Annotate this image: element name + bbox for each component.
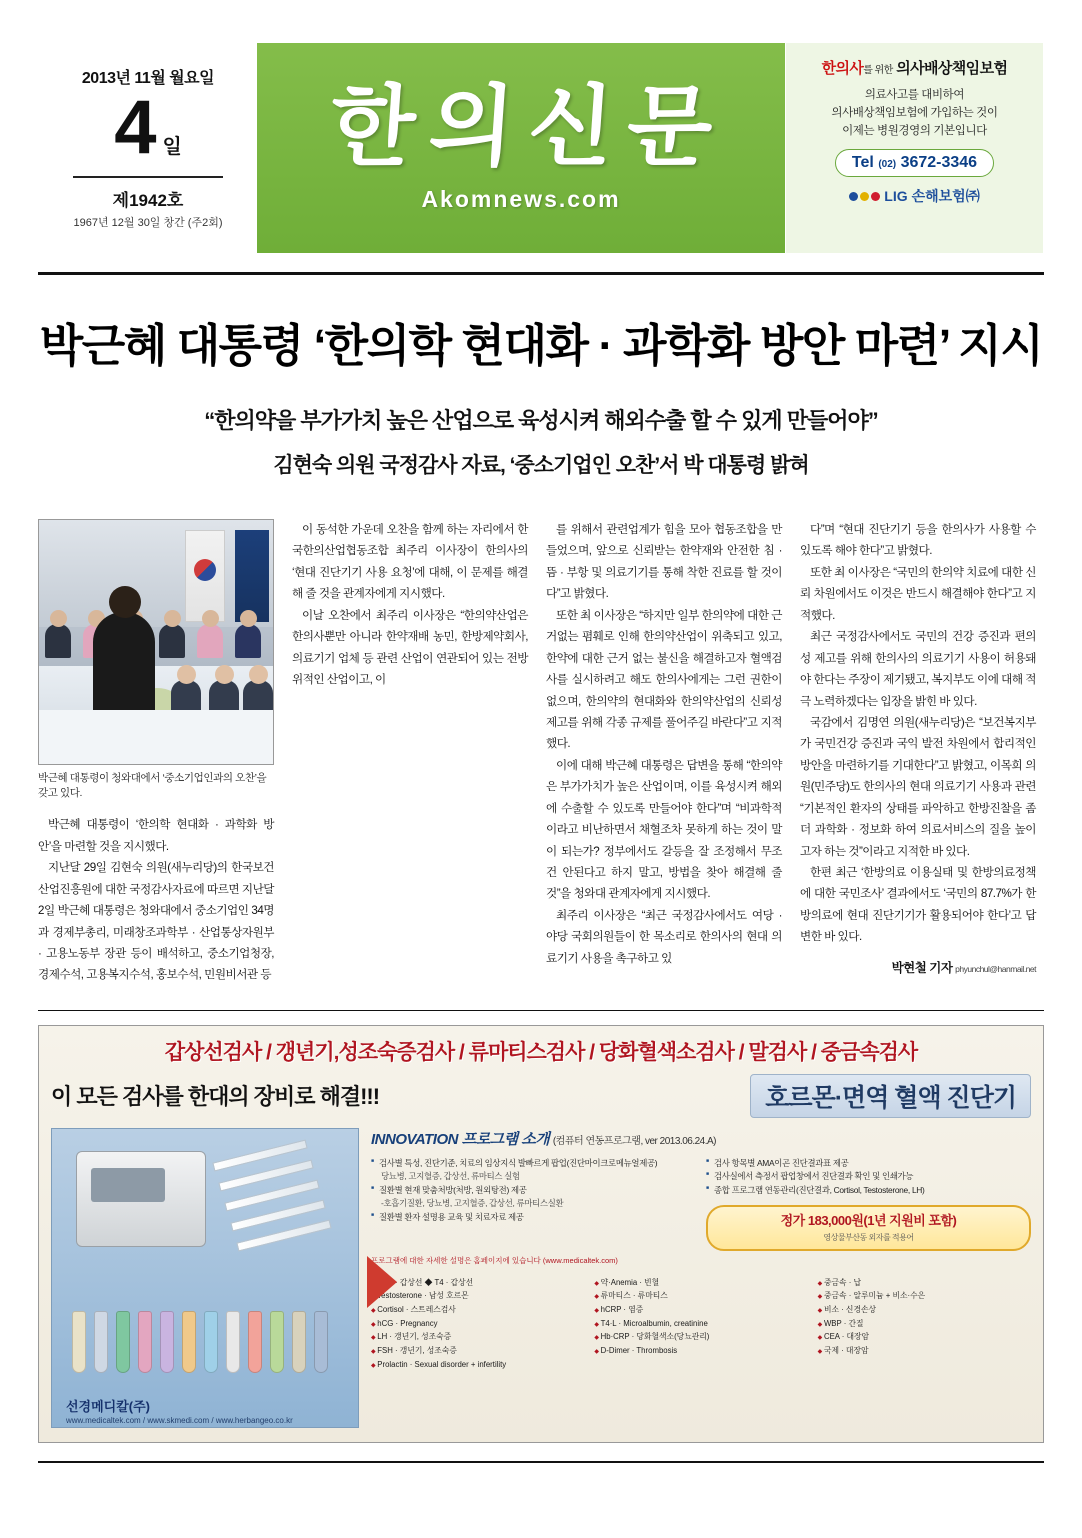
ad-feature-col-1: [371, 1157, 696, 1251]
photo-block: [38, 519, 274, 800]
paragraph: 국감에서 김명연 의원(새누리당)은 “보건복지부가 국민건강 증진과 국익 발전 차원에서 합리적인 방안을 마련하기를 기대한다”고 밝혔고, 이목희 의원(민주당)도 한의사의 현대 의료기기 사용과 관련 “기본적인 환자의 상태를 파악하고 한방진찰을 좀 더 과학화 · 정보화 하여 의료서비스의 질을 높이고자 하는 것”이라고 지적한 바 있다.: [800, 715, 1036, 858]
ad-product-badge: 호르몬·면역 혈액 진단기: [750, 1074, 1031, 1118]
paragraph: 를 위해서 관련업계가 힘을 모아 협동조합을 만들었으며, 앞으로 신뢰받는 한약재와 안전한 침 · 뜸 · 부항 및 의료기기를 통해 착한 진료를 할 것이다”고 밝혔다.: [546, 523, 782, 601]
logo-text: LIG: [884, 188, 908, 205]
feature-item: ■ 질환별 현재 맞춤처방(처방, 원외탕전) 제공: [371, 1184, 696, 1197]
feature-item: ■ 질환별 환자 설명용 교육 및 치료자료 제공: [371, 1211, 696, 1224]
day-number: 4: [114, 85, 157, 170]
ad-details: [371, 1128, 1031, 1443]
paragraph: 한편 최근 ‘한방의료 이용실태 및 한방의료정책에 대한 국민조사’ 결과에서도 ‘국민의 87.7%가 한방의료에 현대 진단기기가 활용되어야 한다’고 답변한 바 있다.: [800, 866, 1036, 944]
article-text-col2: [292, 519, 528, 691]
article-column-3: [546, 519, 782, 986]
ad-headline-red: 한의사: [821, 60, 864, 77]
test-item: ◆ 비소 · 신경손상: [818, 1303, 1031, 1317]
ad-line-2: 의사배상책임보험에 가입하는 것이: [831, 106, 998, 119]
triangle-icon: [367, 1256, 397, 1308]
newspaper-page: [0, 42, 1082, 1538]
byline-author: 박현철 기자: [891, 960, 953, 975]
issue-number: 제1942호: [112, 191, 184, 210]
logo-dots-icon: [849, 192, 880, 201]
test-item: ◆ hCG · Pregnancy: [371, 1317, 584, 1331]
paragraph: 이에 대해 박근혜 대통령은 답변을 통해 “한의약은 부가가치가 높은 산업이며, 이를 육성시켜 해외에 수출할 수 있도록 만들어야 한다”며 “비과학적이라고 비난하면서 채혈조차 못하게 하는 것이 말이 되는가? 정부에서도 갈등을 잘 조정해서 무조건 안된다고 하지 말고, 방법을 찾아 해결해 줄 것”을 청와대 관계자에게 지시했다.: [546, 758, 782, 901]
test-item: ◆ Testosterone · 남성 호르몬: [371, 1289, 584, 1303]
test-item: ◆ LH · 갱년기, 성조숙증: [371, 1330, 584, 1344]
test-item: ◆ 중금속 · 납: [818, 1276, 1031, 1290]
ad-phone-prefix: (02): [878, 159, 897, 171]
masthead-advertisement[interactable]: [785, 43, 1043, 253]
test-item: ◆ Prolactin · Sexual disorder + infertility: [371, 1358, 584, 1372]
ad-test-col-1: [371, 1276, 584, 1371]
test-item: ◆ TSH · 갑상선 ◆ T4 · 갑상선: [371, 1276, 584, 1290]
article-text-col4: [800, 519, 1036, 948]
ad-tagline-row: [51, 1074, 1031, 1118]
paragraph: 지난달 29일 김현숙 의원(새누리당)의 한국보건산업진흥원에 대한 국정감사자료에 따르면 지난달 2일 박근혜 대통령은 청와대에서 중소기업인 34명과 경제부총리, 미래창조과학부 · 산업통상자원부 · 고용노동부 장관 등이 배석하고, 중소기업청장, 경제수석, 고용복지수석, 홍보수석, 민원비서관 등: [38, 861, 274, 982]
ad-feature-col-2: [706, 1157, 1031, 1251]
ad-logo: [849, 186, 979, 206]
photo-people-row-1: [39, 624, 273, 670]
ad-phone-label: Tel: [851, 154, 874, 172]
subheadline-quote: “한의약을 부가가치 높은 산업으로 육성시켜 해외수출 할 수 있게 만들어야”: [204, 408, 878, 433]
article-column-2: [292, 519, 528, 986]
ad-line-3: 이제는 병원경영의 기본입니다: [842, 124, 987, 137]
masthead-rule: [38, 272, 1044, 275]
ad-brand: [66, 1396, 150, 1415]
paragraph: 이 동석한 가운데 오찬을 함께 하는 자리에서 한국한의산업협동조합 최주리 이사장이 한의사의 ‘현대 진단기기 사용 요청’에 대해, 이 문제를 해결해 줄 것을 관계자에게 지시했다.: [292, 523, 528, 601]
ad-content: [51, 1128, 1031, 1443]
test-item: ◆ 중금속 · 알루미늄 + 비소·수은: [818, 1289, 1031, 1303]
ad-headline-small: 를 위한: [863, 65, 893, 76]
article-column-4: [800, 519, 1036, 986]
day-unit: 일: [162, 136, 182, 158]
paragraph: 박근혜 대통령이 ‘한의학 현대화 · 과학화 방안’을 마련할 것을 지시했다.: [38, 818, 274, 853]
ad-line-1: 의료사고를 대비하여: [864, 89, 965, 101]
photo-caption: 박근혜 대통령이 청와대에서 ‘중소기업인과의 오찬’을 갖고 있다.: [38, 772, 267, 799]
feature-item: ■ 검사실에서 측정서 팝업창에서 진단결과 확인 및 인쇄가능: [706, 1170, 1031, 1183]
article-text-col1: [38, 814, 274, 986]
test-item: ◆ 류마티스 · 류마티스: [594, 1289, 807, 1303]
ad-test-col-3: [818, 1276, 1031, 1371]
test-item: ◆ WBP · 간질: [818, 1317, 1031, 1331]
article-text-col3: [546, 519, 782, 969]
ad-program-title: [371, 1128, 1031, 1149]
logo-text-kr: 손해보험㈜: [911, 188, 980, 205]
ad-brand-url[interactable]: www.medicaltek.com / www.skmedi.com / www.herbangeo.co.kr: [66, 1415, 293, 1425]
founding-info: 1967년 12월 30일 창간 (주2회): [73, 217, 223, 229]
paragraph: 최주리 이사장은 “최근 국정감사에서도 여당 · 야당 국회의원들이 한 목소리로 한의사의 현대 의료기기 사용을 촉구하고 있: [546, 908, 782, 965]
article-body: [38, 519, 1044, 986]
ad-phone-button[interactable]: [835, 149, 994, 177]
newspaper-url[interactable]: Akomnews.com: [421, 185, 621, 212]
paragraph: 이날 오찬에서 최주리 이사장은 “한의약산업은 한의사뿐만 아니라 한약재배 농민, 한방제약회사, 의료기기 업체 등 관련 산업이 연관되어 있는 전방위적인 산업이고, 이: [292, 608, 528, 687]
feature-item: ■ 검사별 특성, 진단기준, 치료의 임상지식 발빠르게 팝업(진단마이크로메뉴얼제공): [371, 1157, 696, 1170]
test-item: ◆ Cortisol · 스트레스검사: [371, 1303, 584, 1317]
paragraph: 또한 최 이사장은 “하지만 일부 한의약에 대한 근거없는 폄훼로 인해 한의약산업이 위축되고 있고, 한약에 대한 근거 없는 불신을 해결하고자 혈액검사를 실시하려고 해도 한의사에게는 그런 권한이 없으며, 한의약의 현대화와 한의약산업의 신뢰성 제고를 위해 각종 규제를 풀어주길 바란다”고 지적했다.: [546, 608, 782, 751]
issue-date: 2013년 11월 월요일: [81, 70, 215, 87]
paragraph: 또한 최 이사장은 “국민의 한의약 치료에 대한 신뢰 차원에서도 이것은 반드시 해결해야 한다”고 지적했다.: [800, 565, 1036, 622]
feature-item: -호흡기질환, 당뇨병, 고지혈증, 갑상선, 류마티스실환: [381, 1198, 564, 1209]
paragraph: 최근 국정감사에서도 국민의 건강 증진과 편의성 제고를 위해 한의사의 의료기기 사용이 허용돼야 한다는 주장이 제기됐고, 복지부도 이에 대해 적극 노력하겠다는 입장을 밝힌 바 있다.: [800, 630, 1036, 708]
ad-headline: [822, 57, 1008, 78]
ad-brand-name: 선경메디칼(주): [66, 1398, 151, 1414]
ad-body-text: [831, 87, 997, 140]
ad-phone-number: 3672-3346: [900, 154, 978, 172]
bottom-advertisement[interactable]: [38, 1025, 1044, 1443]
ad-price-badge: [706, 1205, 1031, 1251]
ad-program-name: INNOVATION 프로그램 소개: [371, 1130, 550, 1148]
test-item: ◆ 약·Anemia · 빈혈: [594, 1276, 807, 1290]
article-column-1: [38, 519, 274, 986]
test-item: ◆ FSH · 갱년기, 성조숙증: [371, 1344, 584, 1358]
ad-tagline: 이 모든 검사를 한대의 장비로 해결!!!: [51, 1084, 380, 1110]
test-item: ◆ Hb·CRP · 당화혈색소(당뇨관리): [594, 1330, 807, 1344]
feature-item: ■ 종합 프로그램 연동관리(진단결과, Cortisol, Testosterone, LH): [706, 1184, 1031, 1197]
page-title: 박근혜 대통령 ‘한의학 현대화 · 과학화 방안 마련’ 지시: [39, 320, 1043, 371]
ad-test-columns: [371, 1276, 1031, 1371]
ad-test-col-2: [594, 1276, 807, 1371]
ad-feature-columns: [371, 1157, 1031, 1251]
masthead-date-block: [39, 43, 257, 253]
newspaper-title: 한의신문: [326, 80, 730, 178]
test-item: ◆ CEA · 대장암: [818, 1330, 1031, 1344]
masthead-title-block: [257, 43, 785, 253]
test-item: ◆ 국제 · 대장암: [818, 1344, 1031, 1358]
byline: [800, 958, 1036, 976]
ad-footnote: 프로그램에 대한 자세한 설명은 홈페이지에 있습니다 (www.medicaltek.com): [371, 1255, 618, 1265]
article-photo: [38, 519, 274, 765]
day-display: [114, 85, 182, 170]
test-item: ◆ T4·L · Microalbumin, creatinine: [594, 1317, 807, 1331]
ad-price-note: 영상물부산동 외자를 적용어: [823, 1232, 914, 1242]
section-rule: [38, 1010, 1044, 1011]
ad-program-version: (컴퓨터 연동프로그램, ver 2013.06.24.A): [552, 1135, 716, 1147]
masthead: [38, 42, 1044, 254]
feature-item: ■ 검사 항목별 AMA이곤 진단결과표 제공: [706, 1157, 1031, 1170]
test-item: ◆ D-Dimer · Thrombosis: [594, 1344, 807, 1358]
ad-test-list: 갑상선검사 / 갱년기,성조숙증검사 / 류마티스검사 / 당화혈색소검사 / 말검사 / 중금속검사: [164, 1040, 918, 1064]
feature-item: 당뇨병, 고지혈증, 갑상선, 류마티스 실험: [381, 1171, 520, 1182]
byline-email: phyunchul@hanmail.net: [955, 963, 1036, 974]
divider: [73, 176, 223, 178]
page-bottom-rule: [38, 1461, 1044, 1463]
subheadline-source: 김현숙 의원 국정감사 자료, ‘중소기업인 오찬’서 박 대통령 밝혀: [273, 454, 809, 477]
ad-product-photo: [51, 1128, 359, 1428]
paragraph: 다”며 “현대 진단기기 등을 한의사가 사용할 수 있도록 해야 한다”고 밝혔다.: [800, 523, 1036, 558]
test-item: ◆ hCRP · 염증: [594, 1303, 807, 1317]
ad-headline-rest: 의사배상책임보험: [896, 60, 1008, 77]
ad-price: 정가 183,000원(1년 지원비 포함): [780, 1213, 957, 1229]
